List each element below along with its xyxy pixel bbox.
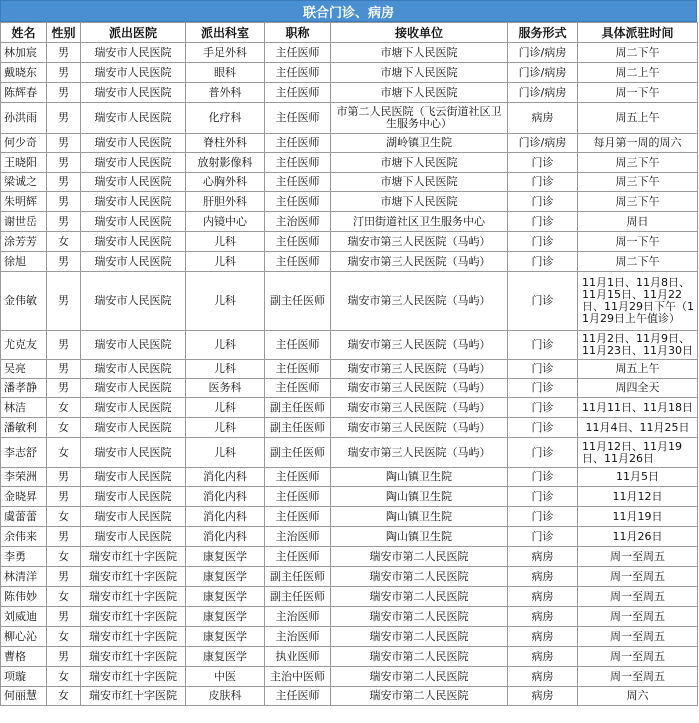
cell-service-type: 门诊: [508, 331, 578, 360]
cell-schedule: 每月第一周的周六: [578, 134, 698, 153]
header-row: [1, 23, 698, 43]
cell-gender: 男: [47, 487, 81, 507]
cell-title: 主任医师: [265, 103, 331, 134]
cell-title: 主任医师: [265, 83, 331, 103]
cell-name: 徐旭: [1, 252, 47, 272]
cell-title: 主任医师: [265, 547, 331, 567]
table-row: [1, 527, 698, 547]
cell-gender: 女: [47, 507, 81, 527]
cell-service-type: 病房: [508, 647, 578, 667]
cell-department: 儿科: [186, 398, 265, 418]
cell-title: 主任医师: [265, 173, 331, 192]
cell-name: 谢世岳: [1, 212, 47, 232]
cell-department: 儿科: [186, 331, 265, 360]
cell-hospital: 瑞安市人民医院: [81, 192, 186, 212]
cell-gender: 男: [47, 212, 81, 232]
cell-department: 消化内科: [186, 527, 265, 547]
cell-receiving-unit: 瑞安市第二人民医院: [331, 687, 508, 706]
cell-service-type: 门诊: [508, 153, 578, 173]
cell-service-type: 门诊: [508, 252, 578, 272]
table-row: [1, 252, 698, 272]
cell-gender: 男: [47, 527, 81, 547]
cell-service-type: 门诊: [508, 468, 578, 487]
cell-schedule: 周二下午: [578, 252, 698, 272]
cell-service-type: 门诊/病房: [508, 43, 578, 63]
cell-receiving-unit: 市第二人民医院（飞云街道社区卫生服务中心）: [331, 103, 508, 134]
cell-hospital: 瑞安市人民医院: [81, 468, 186, 487]
cell-service-type: 病房: [508, 587, 578, 607]
table-row: [1, 567, 698, 587]
cell-gender: 女: [47, 232, 81, 252]
cell-service-type: 门诊: [508, 272, 578, 331]
cell-service-type: 病房: [508, 607, 578, 627]
cell-receiving-unit: 陶山镇卫生院: [331, 487, 508, 507]
cell-hospital: 瑞安市红十字医院: [81, 627, 186, 647]
table-row: [1, 507, 698, 527]
cell-name: 何丽慧: [1, 687, 47, 706]
table-row: [1, 607, 698, 627]
cell-name: 朱明辉: [1, 192, 47, 212]
cell-receiving-unit: 陶山镇卫生院: [331, 527, 508, 547]
cell-department: 普外科: [186, 83, 265, 103]
cell-schedule: 11月12日: [578, 487, 698, 507]
cell-receiving-unit: 市塘下人民医院: [331, 192, 508, 212]
cell-title: 主治医师: [265, 607, 331, 627]
cell-hospital: 瑞安市人民医院: [81, 379, 186, 398]
cell-department: 手足外科: [186, 43, 265, 63]
cell-hospital: 瑞安市人民医院: [81, 103, 186, 134]
cell-department: 儿科: [186, 272, 265, 331]
cell-receiving-unit: 瑞安市第三人民医院（马屿）: [331, 379, 508, 398]
cell-schedule: 周日: [578, 212, 698, 232]
cell-name: 李荣洲: [1, 468, 47, 487]
cell-name: 王晓阳: [1, 153, 47, 173]
table-row: [1, 272, 698, 331]
table-row: [1, 379, 698, 398]
cell-receiving-unit: 瑞安市第三人民医院（马屿）: [331, 331, 508, 360]
col-header-hospital: 派出医院: [81, 23, 186, 43]
table-row: [1, 63, 698, 83]
cell-gender: 女: [47, 438, 81, 468]
cell-receiving-unit: 瑞安市第二人民医院: [331, 647, 508, 667]
cell-title: 主任医师: [265, 379, 331, 398]
cell-gender: 男: [47, 647, 81, 667]
cell-receiving-unit: 汀田街道社区卫生服务中心: [331, 212, 508, 232]
cell-name: 潘敏利: [1, 418, 47, 438]
cell-hospital: 瑞安市红十字医院: [81, 607, 186, 627]
cell-schedule: 周六: [578, 687, 698, 706]
col-header-gender: 性别: [47, 23, 81, 43]
cell-service-type: 病房: [508, 567, 578, 587]
cell-schedule: 周一至周五: [578, 587, 698, 607]
cell-department: 康复医学: [186, 607, 265, 627]
cell-receiving-unit: 陶山镇卫生院: [331, 468, 508, 487]
cell-department: 脊柱外科: [186, 134, 265, 153]
cell-receiving-unit: 瑞安市第三人民医院（马屿）: [331, 252, 508, 272]
cell-hospital: 瑞安市人民医院: [81, 507, 186, 527]
cell-department: 康复医学: [186, 647, 265, 667]
cell-schedule: 11月2日、11月9日、11月23日、11月30日: [578, 331, 698, 360]
cell-hospital: 瑞安市人民医院: [81, 83, 186, 103]
cell-department: 儿科: [186, 232, 265, 252]
cell-gender: 男: [47, 331, 81, 360]
cell-schedule: 11月5日: [578, 468, 698, 487]
table-row: [1, 487, 698, 507]
cell-name: 林清洋: [1, 567, 47, 587]
table-row: [1, 647, 698, 667]
cell-gender: 男: [47, 103, 81, 134]
table-row: [1, 103, 698, 134]
cell-service-type: 门诊: [508, 527, 578, 547]
cell-name: 余伟来: [1, 527, 47, 547]
table-row: [1, 438, 698, 468]
cell-name: 陈伟妙: [1, 587, 47, 607]
cell-schedule: 周一至周五: [578, 667, 698, 687]
cell-gender: 男: [47, 134, 81, 153]
cell-receiving-unit: 瑞安市第三人民医院（马屿）: [331, 232, 508, 252]
cell-title: 主任医师: [265, 232, 331, 252]
cell-title: 主任医师: [265, 192, 331, 212]
cell-schedule: 周三下午: [578, 153, 698, 173]
col-header-department: 派出科室: [186, 23, 265, 43]
cell-title: 主治医师: [265, 212, 331, 232]
cell-gender: 女: [47, 667, 81, 687]
table-row: [1, 232, 698, 252]
cell-receiving-unit: 瑞安市第三人民医院（马屿）: [331, 360, 508, 379]
cell-hospital: 瑞安市人民医院: [81, 272, 186, 331]
cell-name: 项璇: [1, 667, 47, 687]
cell-hospital: 瑞安市人民医院: [81, 63, 186, 83]
cell-name: 李勇: [1, 547, 47, 567]
cell-title: 主任医师: [265, 360, 331, 379]
table-row: [1, 627, 698, 647]
cell-gender: 男: [47, 83, 81, 103]
cell-hospital: 瑞安市红十字医院: [81, 547, 186, 567]
cell-title: 副主任医师: [265, 438, 331, 468]
cell-service-type: 门诊: [508, 398, 578, 418]
cell-department: 化疗科: [186, 103, 265, 134]
cell-gender: 男: [47, 173, 81, 192]
cell-hospital: 瑞安市人民医院: [81, 398, 186, 418]
cell-title: 主治医师: [265, 627, 331, 647]
cell-service-type: 门诊: [508, 212, 578, 232]
cell-department: 消化内科: [186, 507, 265, 527]
cell-department: 康复医学: [186, 587, 265, 607]
cell-schedule: 周一至周五: [578, 547, 698, 567]
table-body: [1, 43, 698, 706]
table-row: [1, 43, 698, 63]
cell-schedule: 11月26日: [578, 527, 698, 547]
table-row: [1, 587, 698, 607]
cell-name: 潘孝静: [1, 379, 47, 398]
cell-receiving-unit: 瑞安市第二人民医院: [331, 667, 508, 687]
cell-title: 主任医师: [265, 487, 331, 507]
table-row: [1, 134, 698, 153]
cell-title: 副主任医师: [265, 272, 331, 331]
cell-hospital: 瑞安市红十字医院: [81, 667, 186, 687]
cell-receiving-unit: 市塘下人民医院: [331, 63, 508, 83]
cell-service-type: 门诊/病房: [508, 134, 578, 153]
cell-receiving-unit: 市塘下人民医院: [331, 173, 508, 192]
cell-gender: 男: [47, 43, 81, 63]
cell-department: 心胸外科: [186, 173, 265, 192]
cell-name: 陈辉春: [1, 83, 47, 103]
col-header-schedule: 具体派驻时间: [578, 23, 698, 43]
cell-department: 康复医学: [186, 567, 265, 587]
cell-title: 主治医师: [265, 527, 331, 547]
cell-receiving-unit: 湖岭镇卫生院: [331, 134, 508, 153]
cell-department: 儿科: [186, 418, 265, 438]
cell-gender: 男: [47, 360, 81, 379]
table-row: [1, 153, 698, 173]
cell-name: 李志舒: [1, 438, 47, 468]
cell-service-type: 门诊: [508, 173, 578, 192]
cell-department: 皮肤科: [186, 687, 265, 706]
cell-name: 吴亮: [1, 360, 47, 379]
table-row: [1, 547, 698, 567]
cell-name: 柳心沁: [1, 627, 47, 647]
cell-hospital: 瑞安市人民医院: [81, 134, 186, 153]
cell-gender: 女: [47, 687, 81, 706]
col-header-receiving-unit: 接收单位: [331, 23, 508, 43]
cell-name: 金晓昇: [1, 487, 47, 507]
cell-gender: 女: [47, 398, 81, 418]
cell-hospital: 瑞安市红十字医院: [81, 647, 186, 667]
cell-receiving-unit: 瑞安市第二人民医院: [331, 547, 508, 567]
cell-schedule: 周一至周五: [578, 567, 698, 587]
cell-title: 主任医师: [265, 468, 331, 487]
table-row: [1, 212, 698, 232]
cell-service-type: 门诊: [508, 438, 578, 468]
cell-receiving-unit: 瑞安市第三人民医院（马屿）: [331, 418, 508, 438]
table-row: [1, 667, 698, 687]
table-row: [1, 418, 698, 438]
cell-hospital: 瑞安市人民医院: [81, 527, 186, 547]
cell-service-type: 病房: [508, 627, 578, 647]
cell-schedule: 周二上午: [578, 63, 698, 83]
cell-department: 消化内科: [186, 487, 265, 507]
cell-title: 副主任医师: [265, 587, 331, 607]
cell-title: 副主任医师: [265, 418, 331, 438]
cell-department: 儿科: [186, 252, 265, 272]
cell-gender: 女: [47, 587, 81, 607]
cell-department: 眼科: [186, 63, 265, 83]
cell-schedule: 周五上午: [578, 360, 698, 379]
cell-department: 中医: [186, 667, 265, 687]
cell-service-type: 门诊: [508, 360, 578, 379]
cell-service-type: 门诊: [508, 379, 578, 398]
cell-name: 尤克友: [1, 331, 47, 360]
cell-department: 儿科: [186, 360, 265, 379]
col-header-title: 职称: [265, 23, 331, 43]
cell-department: 康复医学: [186, 547, 265, 567]
cell-service-type: 门诊/病房: [508, 83, 578, 103]
cell-gender: 男: [47, 607, 81, 627]
table-row: [1, 360, 698, 379]
table-row: [1, 83, 698, 103]
cell-name: 金伟敏: [1, 272, 47, 331]
schedule-table: [0, 22, 698, 706]
cell-hospital: 瑞安市人民医院: [81, 438, 186, 468]
cell-receiving-unit: 市塘下人民医院: [331, 43, 508, 63]
cell-service-type: 病房: [508, 687, 578, 706]
cell-department: 消化内科: [186, 468, 265, 487]
cell-receiving-unit: 瑞安市第二人民医院: [331, 587, 508, 607]
cell-service-type: 门诊: [508, 192, 578, 212]
cell-hospital: 瑞安市人民医院: [81, 487, 186, 507]
cell-name: 戴晓东: [1, 63, 47, 83]
cell-hospital: 瑞安市红十字医院: [81, 587, 186, 607]
col-header-name: 姓名: [1, 23, 47, 43]
cell-receiving-unit: 市塘下人民医院: [331, 83, 508, 103]
cell-name: 梁诚之: [1, 173, 47, 192]
cell-department: 内镜中心: [186, 212, 265, 232]
cell-schedule: 11月11日、11月18日: [578, 398, 698, 418]
cell-name: 涂芳芳: [1, 232, 47, 252]
cell-schedule: 周四全天: [578, 379, 698, 398]
cell-name: 林加宸: [1, 43, 47, 63]
cell-service-type: 病房: [508, 103, 578, 134]
cell-title: 主任医师: [265, 507, 331, 527]
cell-gender: 女: [47, 627, 81, 647]
table-row: [1, 192, 698, 212]
cell-name: 虞蕾蕾: [1, 507, 47, 527]
cell-receiving-unit: 瑞安市第三人民医院（马屿）: [331, 272, 508, 331]
cell-service-type: 门诊: [508, 418, 578, 438]
cell-hospital: 瑞安市人民医院: [81, 212, 186, 232]
col-header-service-type: 服务形式: [508, 23, 578, 43]
cell-title: 主任医师: [265, 252, 331, 272]
cell-schedule: 11月1日、11月8日、11月15日、11月22日、11月29日下午（11月29日上午值诊）: [578, 272, 698, 331]
cell-title: 主任医师: [265, 153, 331, 173]
cell-title: 执业医师: [265, 647, 331, 667]
cell-schedule: 周五上午: [578, 103, 698, 134]
table-row: [1, 173, 698, 192]
cell-gender: 女: [47, 547, 81, 567]
cell-department: 肝胆外科: [186, 192, 265, 212]
cell-gender: 男: [47, 567, 81, 587]
table-row: [1, 398, 698, 418]
cell-schedule: 11月4日、11月25日: [578, 418, 698, 438]
cell-service-type: 病房: [508, 547, 578, 567]
cell-schedule: 11月12日、11月19日、11月26日: [578, 438, 698, 468]
cell-schedule: 周一下午: [578, 83, 698, 103]
cell-service-type: 门诊: [508, 232, 578, 252]
cell-schedule: 周一至周五: [578, 607, 698, 627]
table-row: [1, 468, 698, 487]
cell-gender: 男: [47, 468, 81, 487]
cell-title: 副主任医师: [265, 398, 331, 418]
cell-hospital: 瑞安市人民医院: [81, 153, 186, 173]
cell-title: 主任医师: [265, 687, 331, 706]
cell-service-type: 病房: [508, 667, 578, 687]
cell-department: 医务科: [186, 379, 265, 398]
cell-title: 主任医师: [265, 331, 331, 360]
cell-gender: 男: [47, 272, 81, 331]
cell-receiving-unit: 瑞安市第二人民医院: [331, 627, 508, 647]
cell-schedule: 周三下午: [578, 192, 698, 212]
cell-service-type: 门诊/病房: [508, 63, 578, 83]
cell-schedule: 周一至周五: [578, 647, 698, 667]
cell-gender: 男: [47, 192, 81, 212]
cell-name: 孙洪雨: [1, 103, 47, 134]
cell-receiving-unit: 陶山镇卫生院: [331, 507, 508, 527]
cell-title: 副主任医师: [265, 567, 331, 587]
cell-name: 刘威迪: [1, 607, 47, 627]
cell-department: 康复医学: [186, 627, 265, 647]
cell-title: 主任医师: [265, 43, 331, 63]
cell-title: 主任医师: [265, 134, 331, 153]
cell-receiving-unit: 市塘下人民医院: [331, 153, 508, 173]
cell-schedule: 周二下午: [578, 43, 698, 63]
cell-service-type: 门诊: [508, 487, 578, 507]
table-row: [1, 687, 698, 706]
table-title: 联合门诊、病房: [0, 0, 697, 22]
cell-service-type: 门诊: [508, 507, 578, 527]
cell-title: 主治中医师: [265, 667, 331, 687]
cell-department: 儿科: [186, 438, 265, 468]
cell-name: 曹格: [1, 647, 47, 667]
cell-gender: 男: [47, 153, 81, 173]
cell-hospital: 瑞安市人民医院: [81, 360, 186, 379]
cell-hospital: 瑞安市红十字医院: [81, 687, 186, 706]
cell-name: 林洁: [1, 398, 47, 418]
cell-hospital: 瑞安市人民医院: [81, 232, 186, 252]
cell-hospital: 瑞安市人民医院: [81, 331, 186, 360]
cell-gender: 男: [47, 63, 81, 83]
cell-receiving-unit: 瑞安市第三人民医院（马屿）: [331, 438, 508, 468]
cell-schedule: 周一至周五: [578, 627, 698, 647]
cell-department: 放射影像科: [186, 153, 265, 173]
cell-receiving-unit: 瑞安市第二人民医院: [331, 567, 508, 587]
cell-schedule: 11月19日: [578, 507, 698, 527]
cell-name: 何少奇: [1, 134, 47, 153]
cell-hospital: 瑞安市人民医院: [81, 173, 186, 192]
cell-receiving-unit: 瑞安市第三人民医院（马屿）: [331, 398, 508, 418]
cell-hospital: 瑞安市人民医院: [81, 252, 186, 272]
cell-schedule: 周一下午: [578, 232, 698, 252]
cell-hospital: 瑞安市红十字医院: [81, 567, 186, 587]
cell-gender: 女: [47, 418, 81, 438]
cell-schedule: 周三下午: [578, 173, 698, 192]
cell-receiving-unit: 瑞安市第二人民医院: [331, 607, 508, 627]
cell-gender: 男: [47, 252, 81, 272]
table-row: [1, 331, 698, 360]
cell-hospital: 瑞安市人民医院: [81, 418, 186, 438]
cell-title: 主任医师: [265, 63, 331, 83]
cell-hospital: 瑞安市人民医院: [81, 43, 186, 63]
cell-gender: 男: [47, 379, 81, 398]
